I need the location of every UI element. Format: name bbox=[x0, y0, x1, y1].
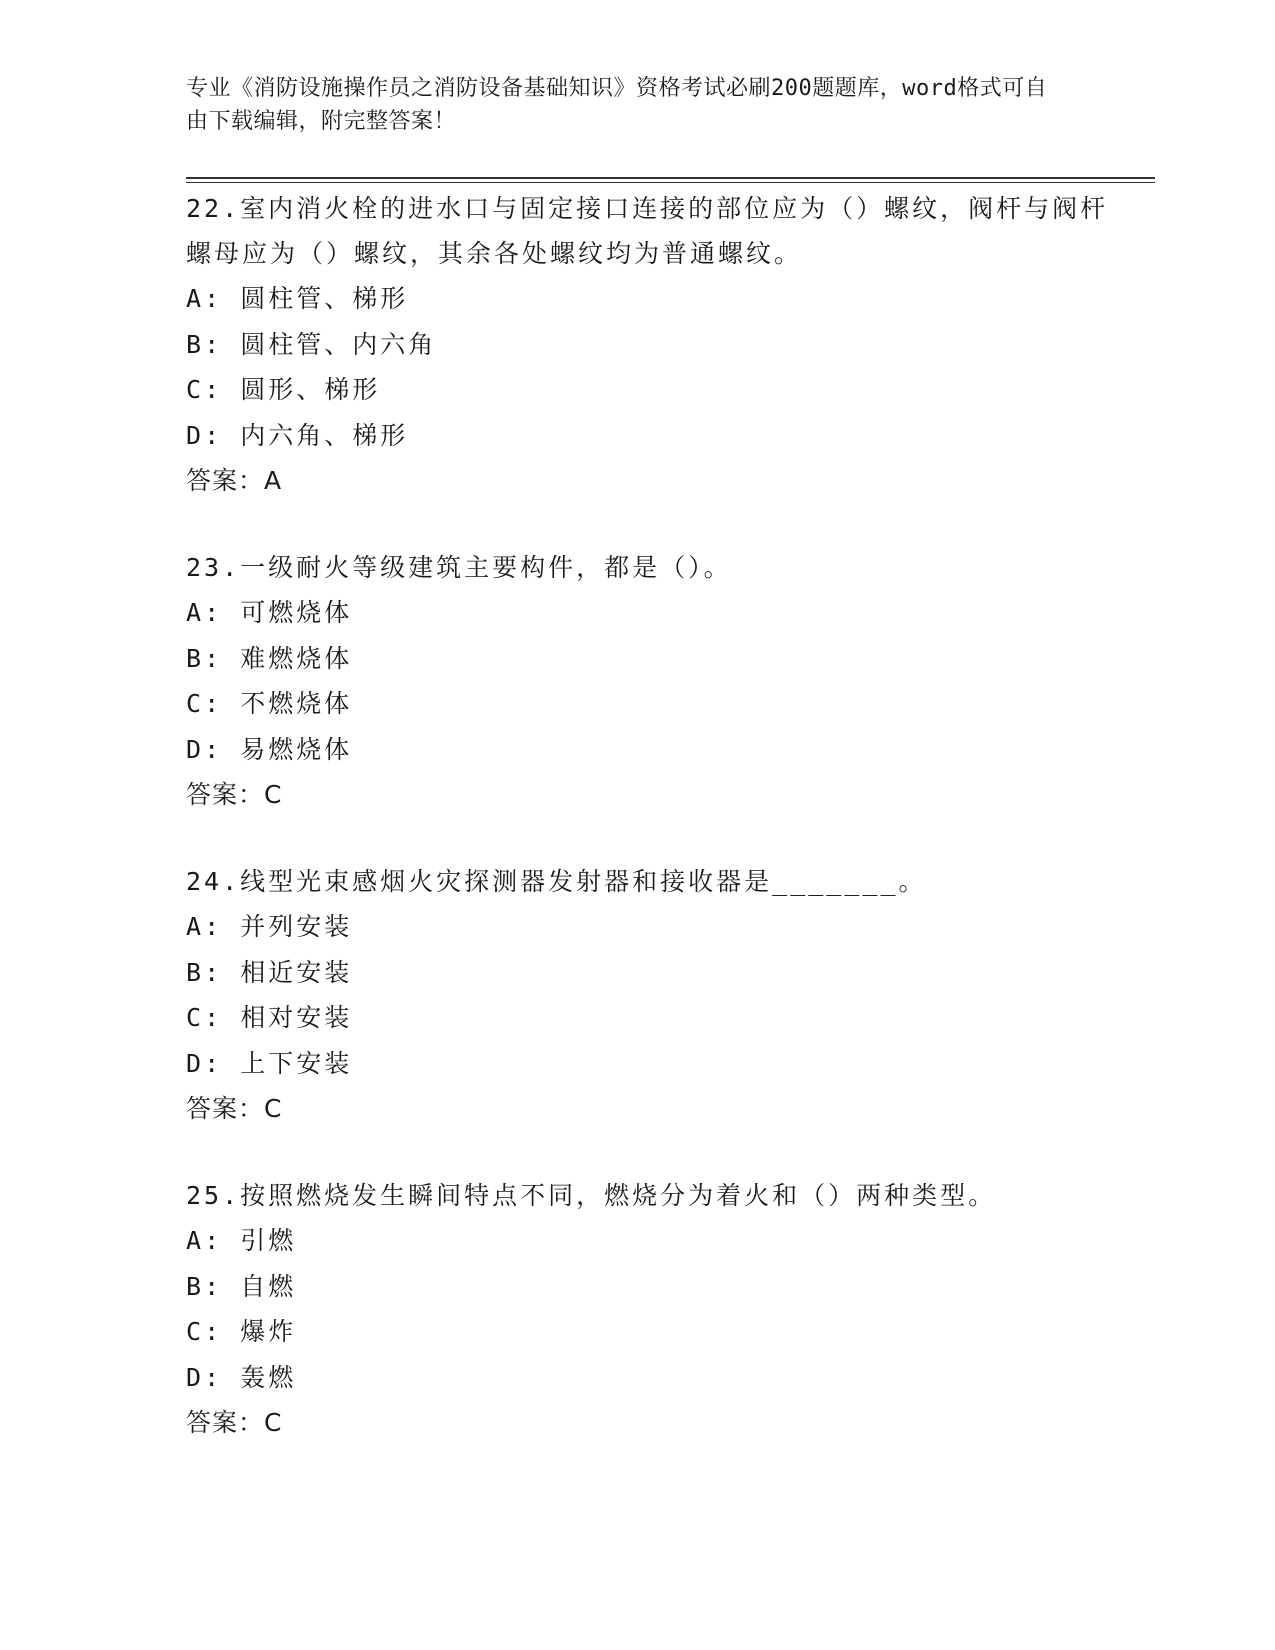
question-23 bbox=[186, 545, 1126, 817]
answer-label: 答案： bbox=[186, 780, 265, 809]
option-separator: : bbox=[204, 329, 223, 359]
answer-value: C bbox=[264, 1408, 283, 1437]
option-separator: : bbox=[204, 375, 223, 404]
answer-line bbox=[186, 1086, 1126, 1131]
option-separator: : bbox=[204, 1317, 223, 1346]
option-key: A bbox=[186, 1226, 205, 1255]
answer-label: 答案： bbox=[186, 466, 265, 495]
option-text: 自燃 bbox=[240, 1271, 297, 1301]
answer-value: C bbox=[264, 1094, 283, 1123]
option-key: B bbox=[186, 1271, 205, 1301]
option-separator: : bbox=[204, 1362, 223, 1392]
option-d bbox=[186, 1355, 1126, 1401]
option-a bbox=[186, 904, 1126, 950]
answer-label: 答案： bbox=[186, 1094, 265, 1123]
option-separator: : bbox=[204, 643, 223, 673]
option-separator: : bbox=[204, 1048, 223, 1078]
answer-line bbox=[186, 1400, 1126, 1445]
option-key: C bbox=[186, 1003, 205, 1032]
answer-value: A bbox=[264, 466, 283, 495]
option-d bbox=[186, 413, 1126, 459]
option-key: B bbox=[186, 329, 205, 359]
option-text: 可燃烧体 bbox=[240, 598, 353, 627]
option-text: 内六角、梯形 bbox=[240, 420, 409, 450]
option-key: D bbox=[186, 1362, 205, 1392]
option-key: D bbox=[186, 420, 205, 450]
option-text: 易燃烧体 bbox=[240, 734, 353, 764]
option-text: 相近安装 bbox=[240, 957, 353, 987]
option-separator: : bbox=[204, 734, 223, 764]
option-d bbox=[186, 1041, 1126, 1087]
answer-line bbox=[186, 772, 1126, 817]
header-divider-thin bbox=[186, 182, 1155, 183]
option-a bbox=[186, 276, 1126, 322]
option-key: A bbox=[186, 912, 205, 941]
option-key: D bbox=[186, 1048, 205, 1078]
header-divider-thick bbox=[186, 177, 1155, 179]
question-list bbox=[186, 186, 1126, 1487]
option-separator: : bbox=[204, 1226, 223, 1255]
question-22 bbox=[186, 186, 1126, 503]
document-header: 专业《消防设施操作员之消防设备基础知识》资格考试必刷200题题库，word格式可自由下载编辑，附完整答案！ bbox=[186, 76, 1048, 134]
option-b bbox=[186, 950, 1126, 996]
option-key: B bbox=[186, 643, 205, 673]
option-separator: : bbox=[204, 284, 223, 313]
option-d bbox=[186, 727, 1126, 773]
question-24 bbox=[186, 859, 1126, 1131]
option-key: A bbox=[186, 284, 205, 313]
option-separator: : bbox=[204, 598, 223, 627]
question-stem: 25.按照燃烧发生瞬间特点不同，燃烧分为着火和（）两种类型。 bbox=[186, 1181, 997, 1210]
question-25 bbox=[186, 1173, 1126, 1445]
option-c bbox=[186, 995, 1126, 1041]
answer-label: 答案： bbox=[186, 1408, 265, 1437]
option-a bbox=[186, 590, 1126, 636]
option-c bbox=[186, 681, 1126, 727]
option-key: B bbox=[186, 957, 205, 987]
option-key: C bbox=[186, 689, 205, 718]
option-text: 引燃 bbox=[240, 1226, 297, 1255]
option-separator: : bbox=[204, 689, 223, 718]
option-b bbox=[186, 1264, 1126, 1310]
option-key: A bbox=[186, 598, 205, 627]
option-text: 相对安装 bbox=[240, 1003, 353, 1032]
question-stem: 24.线型光束感烟火灾探测器发射器和接收器是_______。 bbox=[186, 867, 927, 896]
option-text: 爆炸 bbox=[240, 1317, 297, 1346]
option-text: 不燃烧体 bbox=[240, 689, 353, 718]
option-separator: : bbox=[204, 957, 223, 987]
answer-value: C bbox=[264, 780, 283, 809]
option-text: 圆柱管、内六角 bbox=[240, 329, 437, 359]
option-b bbox=[186, 322, 1126, 368]
option-separator: : bbox=[204, 1271, 223, 1301]
answer-line bbox=[186, 458, 1126, 503]
option-c bbox=[186, 1309, 1126, 1355]
option-text: 难燃烧体 bbox=[240, 643, 353, 673]
option-key: C bbox=[186, 375, 205, 404]
option-b bbox=[186, 636, 1126, 682]
option-separator: : bbox=[204, 420, 223, 450]
option-text: 圆形、梯形 bbox=[240, 375, 381, 404]
option-a bbox=[186, 1218, 1126, 1264]
option-text: 上下安装 bbox=[240, 1048, 353, 1078]
option-separator: : bbox=[204, 912, 223, 941]
option-key: C bbox=[186, 1317, 205, 1346]
option-text: 轰燃 bbox=[240, 1362, 297, 1392]
question-stem: 23.一级耐火等级建筑主要构件，都是（）。 bbox=[186, 553, 732, 582]
option-c bbox=[186, 367, 1126, 413]
option-text: 圆柱管、梯形 bbox=[240, 284, 409, 313]
option-separator: : bbox=[204, 1003, 223, 1032]
option-text: 并列安装 bbox=[240, 912, 353, 941]
option-key: D bbox=[186, 734, 205, 764]
question-stem: 22.室内消火栓的进水口与固定接口连接的部位应为（）螺纹，阀杆与阀杆螺母应为（）螺纹，其余各处螺纹均为普通螺纹。 bbox=[186, 194, 1109, 268]
